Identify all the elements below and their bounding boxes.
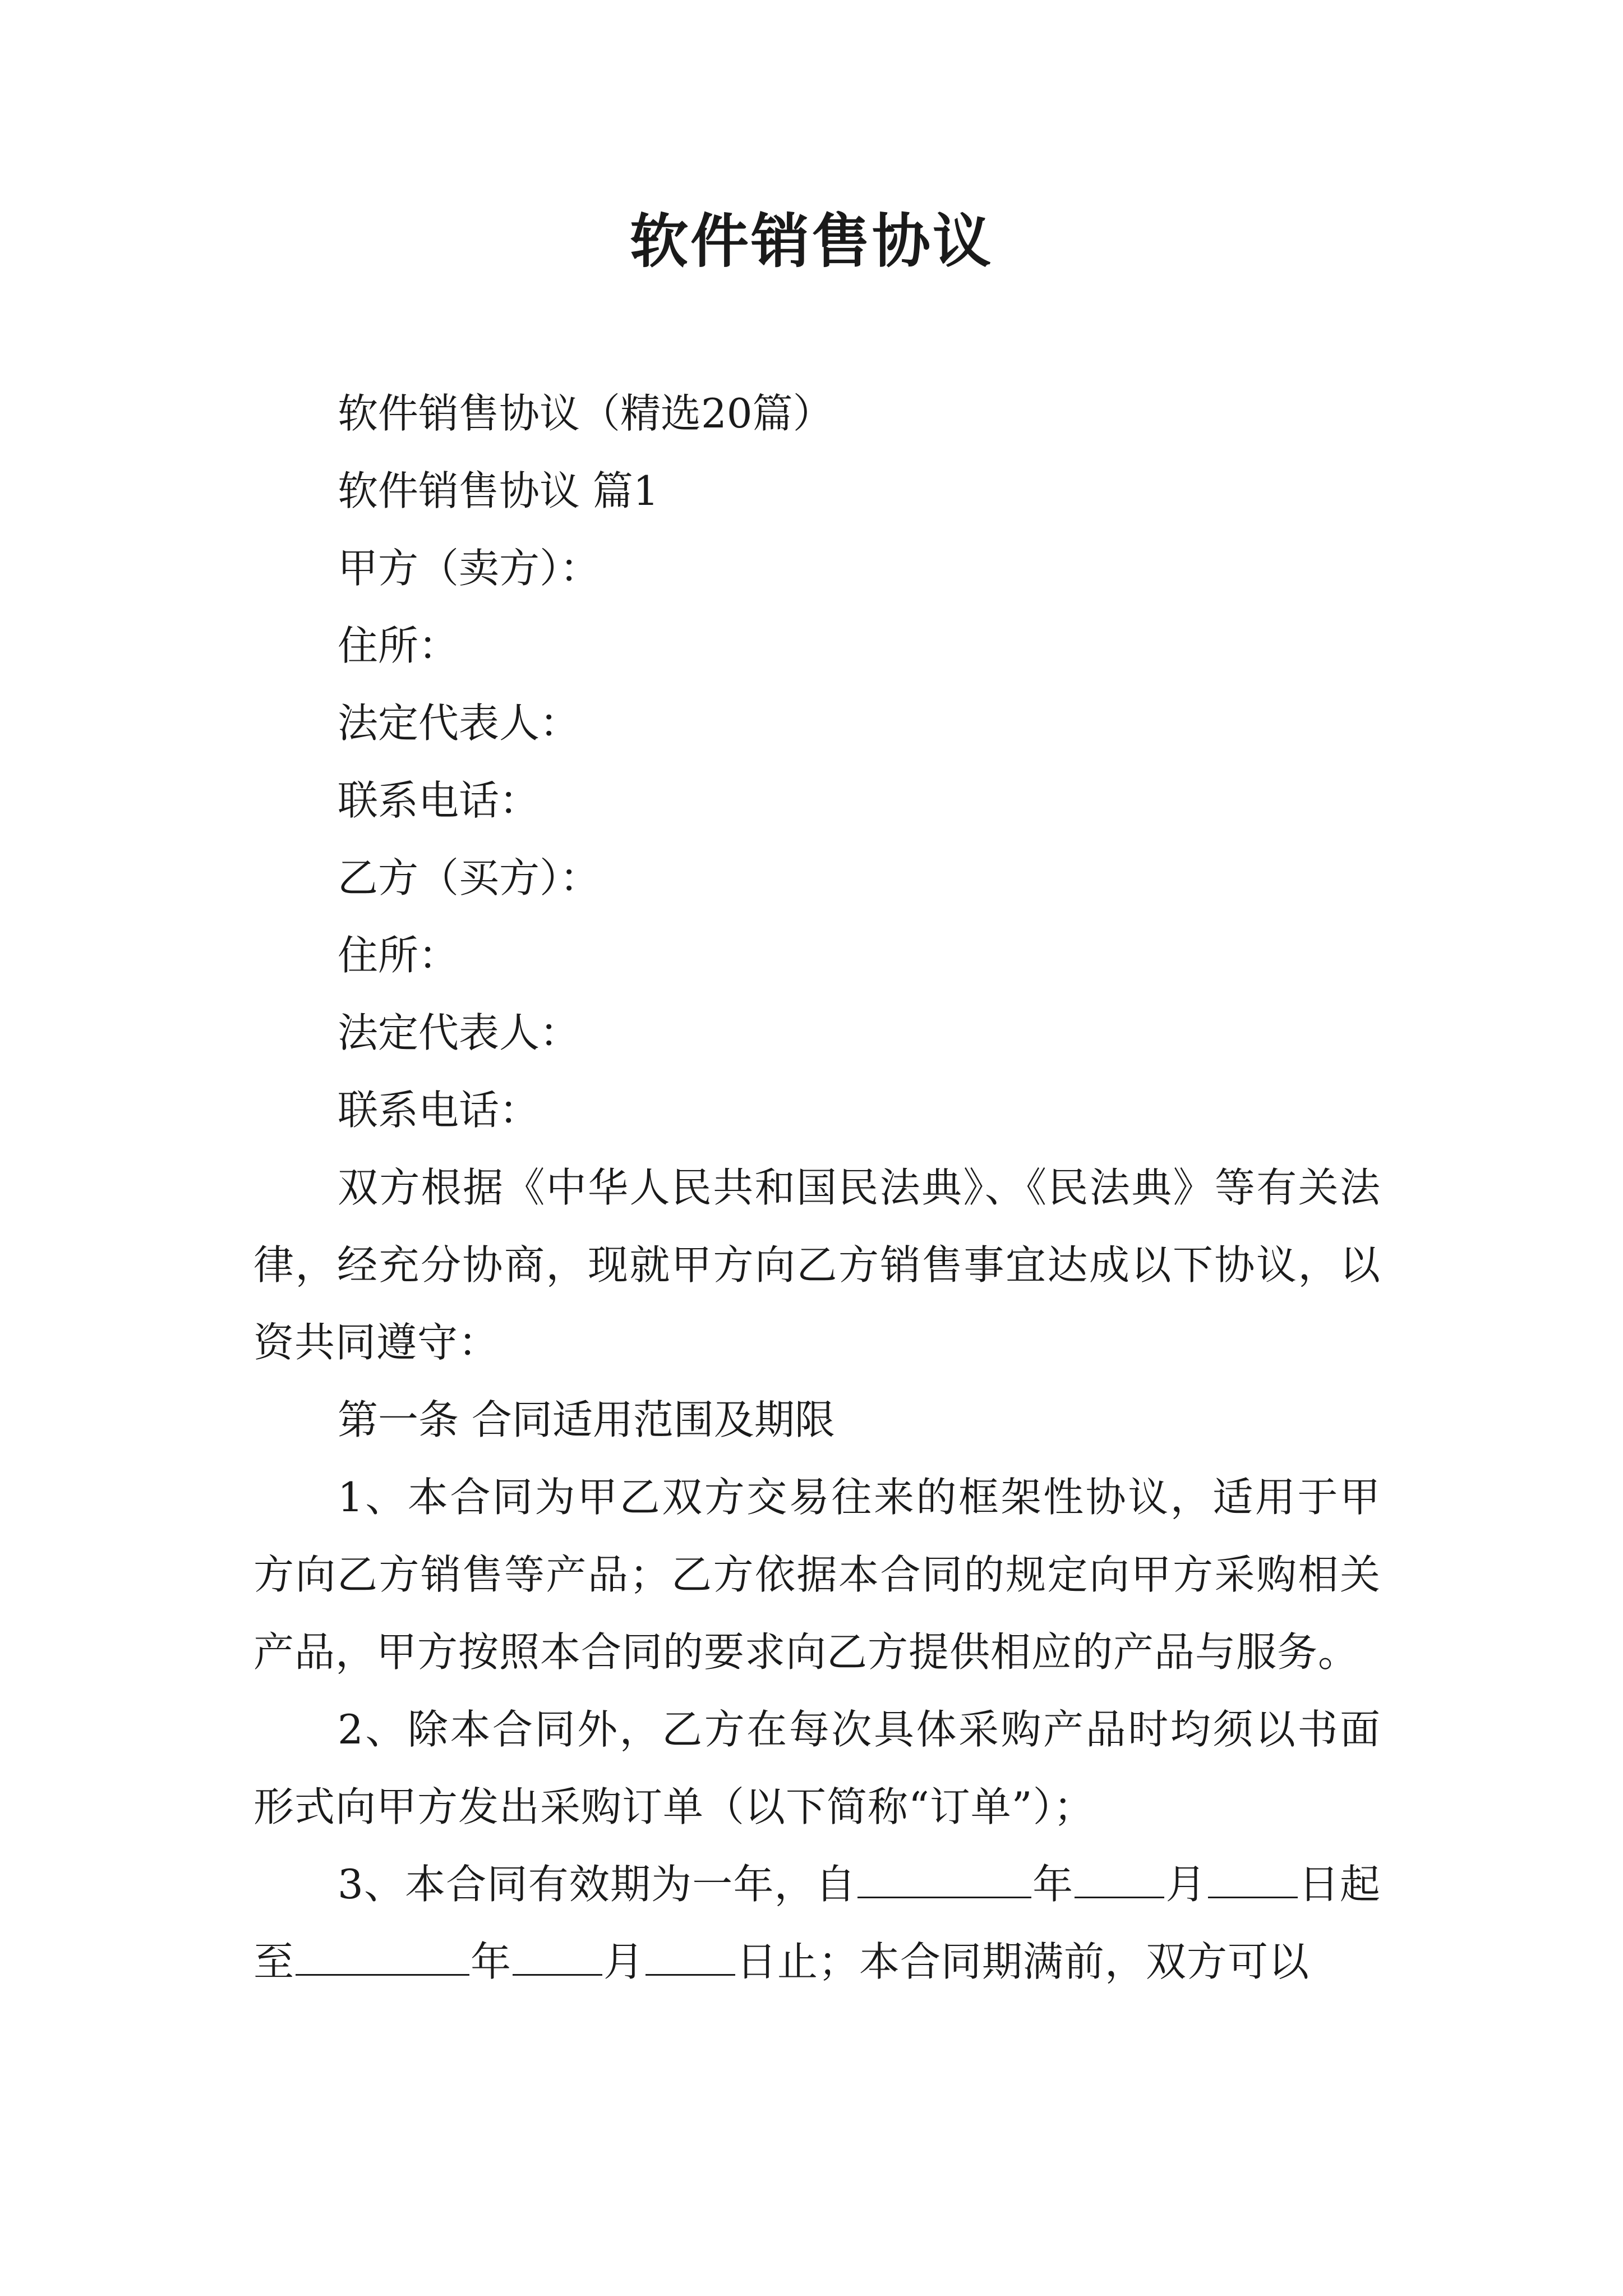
party-b-address: 住所： [338,932,459,979]
party-b-legal-rep: 法定代表人： [338,1009,580,1056]
clause-3-year2: 年 [471,1938,512,1985]
end-day-blank [645,1935,735,1976]
document-body [253,375,1381,2000]
party-b-label: 乙方（买方）： [338,854,601,901]
end-year-blank [296,1935,469,1976]
start-day-blank [1208,1857,1298,1898]
article-1-heading: 第一条 合同适用范围及期限 [338,1396,835,1443]
party-a-label: 甲方（卖方）： [338,545,601,592]
clause-3-month1: 月 [1165,1861,1207,1908]
party-a-address: 住所： [338,622,459,669]
clause-3-day1: 日起至 [253,1861,1381,1985]
subtitle: 软件销售协议（精选20篇） [338,390,833,437]
document-title: 软件销售协议 [629,207,993,275]
clause-1-paragraph: 1、本合同为甲乙双方交易往来的框架性协议，适用于甲方向乙方销售等产品；乙方依据本合同的规定向甲方采购相关产品，甲方按照本合同的要求向乙方提供相应的产品与服务。 [253,1474,1381,1676]
clause-3-year1: 年 [1032,1861,1074,1908]
end-month-blank [513,1935,602,1976]
clause-3-tail: 日止；本合同期满前，双方可以 [736,1938,1310,1985]
clause-3-part1: 3、本合同有效期为一年，自 [338,1861,856,1908]
clause-3-paragraph [253,1846,1381,2000]
part-heading: 软件销售协议 篇1 [338,467,659,514]
party-b-phone: 联系电话： [338,1087,540,1134]
preamble-paragraph: 双方根据《中华人民共和国民法典》、《民法典》等有关法律，经充分协商，现就甲方向乙方销售事宜达成以下协议，以资共同遵守： [253,1164,1381,1366]
clause-3-month2: 月 [603,1938,645,1985]
start-year-blank [857,1857,1031,1898]
start-month-blank [1075,1857,1164,1898]
party-a-legal-rep: 法定代表人： [338,700,580,747]
clause-2-paragraph: 2、除本合同外，乙方在每次具体采购产品时均须以书面形式向甲方发出采购订单（以下简称“订单”）； [253,1706,1381,1830]
party-a-phone: 联系电话： [338,777,540,824]
